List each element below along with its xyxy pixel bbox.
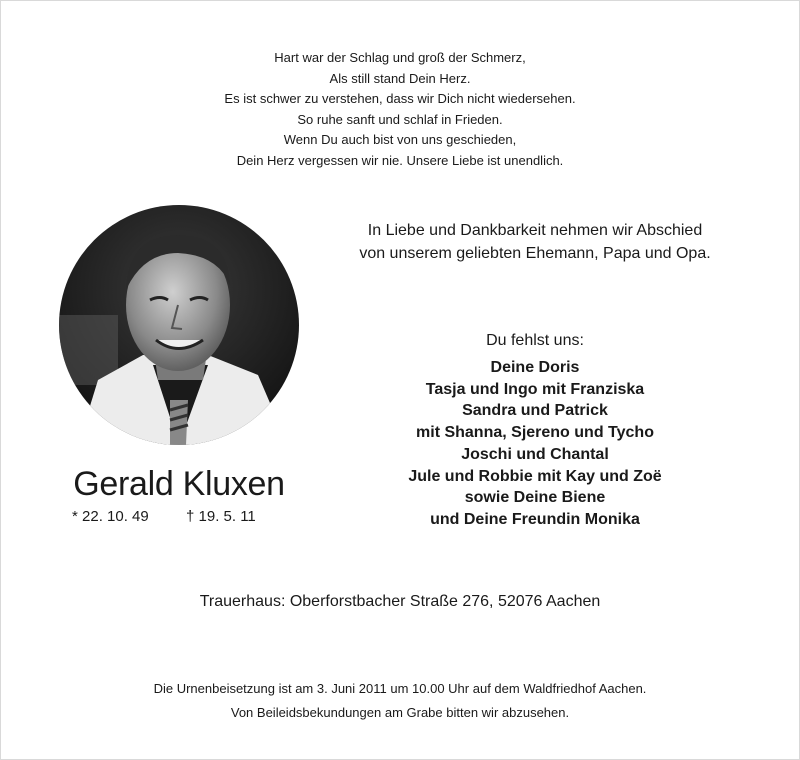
portrait-image xyxy=(58,205,300,445)
mourner-line: Deine Doris xyxy=(490,359,580,376)
mourner-line: und Deine Freundin Monika xyxy=(430,510,640,528)
mourner-line: sowie Deine Biene xyxy=(464,489,606,507)
mourning-house-address: Trauerhaus: Oberforstbacher Straße 276, 52076 Aachen xyxy=(199,593,601,610)
mourner-line: Sandra und Patrick xyxy=(462,402,608,420)
mourners-list xyxy=(320,357,750,531)
mourner-line: Joschi und Chantal xyxy=(461,445,609,463)
burial-info: Die Urnenbeisetzung ist am 3. Juni 2011 um 10.00 Uhr auf dem Waldfriedhof Aachen. xyxy=(153,681,647,696)
portrait-photo xyxy=(58,205,300,445)
poem-line: Dein Herz vergessen wir nie. Unsere Liebe ist unendlich. xyxy=(236,152,564,168)
death-date: † 19. 5. 11 xyxy=(186,508,256,525)
poem-line: Hart war der Schlag und groß der Schmerz, xyxy=(274,50,526,65)
poem-line: So ruhe sanft und schlaf in Frieden. xyxy=(297,111,503,127)
farewell-line: In Liebe und Dankbarkeit nehmen wir Abschied xyxy=(367,222,703,239)
footer-notes xyxy=(0,677,800,725)
poem-line: Als still stand Dein Herz. xyxy=(329,70,471,86)
condolence-note: Von Beileidsbekundungen am Grabe bitten wir abzusehen. xyxy=(230,705,570,720)
mourner-line: mit Shanna, Sjereno und Tycho xyxy=(416,424,654,442)
mourner-line: Tasja und Ingo mit Franziska xyxy=(425,380,645,398)
farewell-line: von unserem geliebten Ehemann, Papa und Opa. xyxy=(359,245,711,262)
poem xyxy=(0,48,800,171)
mourner-line: Jule und Robbie mit Kay und Zoë xyxy=(408,467,662,485)
missing-label: Du fehlst uns: xyxy=(486,332,584,349)
farewell-text xyxy=(320,219,750,265)
poem-line: Wenn Du auch bist von uns geschieden, xyxy=(283,132,517,147)
poem-line: Es ist schwer zu verstehen, dass wir Dich nicht wiedersehen. xyxy=(224,91,576,106)
deceased-name: Gerald Kluxen xyxy=(73,465,285,503)
birth-date: * 22. 10. 49 xyxy=(72,508,149,525)
